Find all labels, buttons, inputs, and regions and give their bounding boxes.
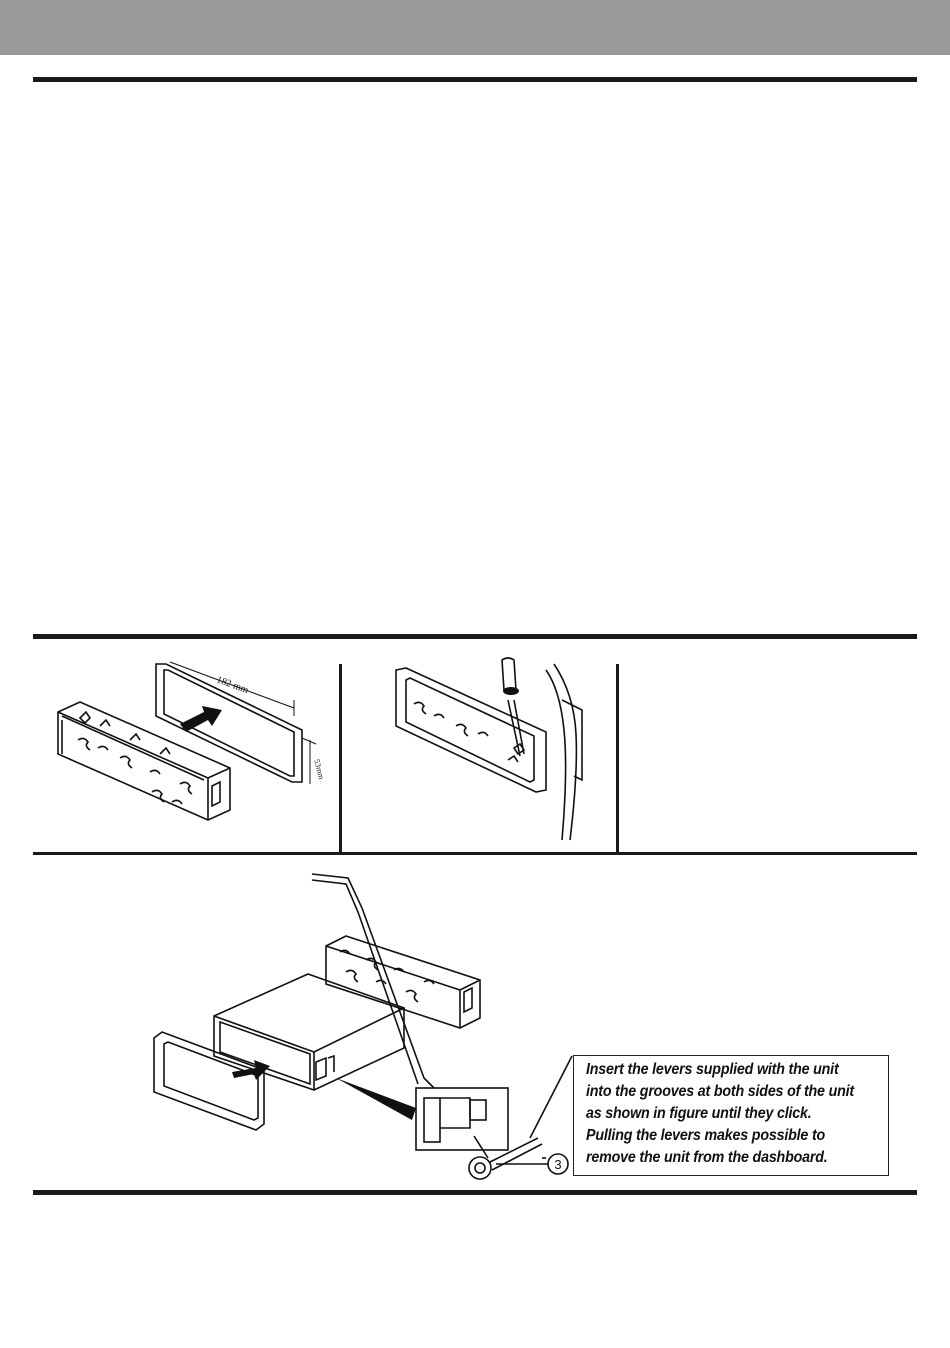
unit-removal-illustration xyxy=(140,862,580,1192)
instruction-line: as shown in figure until they click. xyxy=(586,1105,812,1122)
top-divider xyxy=(33,77,917,82)
dimension-width-label: 182 mm xyxy=(214,674,250,697)
lever-number-label: 3 xyxy=(554,1157,562,1172)
instruction-line: into the grooves at both sides of the unit xyxy=(586,1083,854,1100)
instruction-line: Pulling the levers makes possible to xyxy=(586,1127,826,1144)
instruction-callout xyxy=(573,1055,889,1176)
header-bar xyxy=(0,0,950,55)
panel-divider-1 xyxy=(339,664,342,852)
dimension-height-label: 53mm xyxy=(312,758,327,781)
instruction-line: remove the unit from the dashboard. xyxy=(586,1149,828,1166)
instruction-line: Insert the levers supplied with the unit xyxy=(586,1061,839,1078)
screwdriver-tabs-illustration xyxy=(380,660,605,850)
sleeve-frame-illustration xyxy=(40,660,335,850)
panel-divider-2 xyxy=(616,664,619,852)
row-divider xyxy=(33,852,917,855)
section-divider xyxy=(33,634,917,639)
